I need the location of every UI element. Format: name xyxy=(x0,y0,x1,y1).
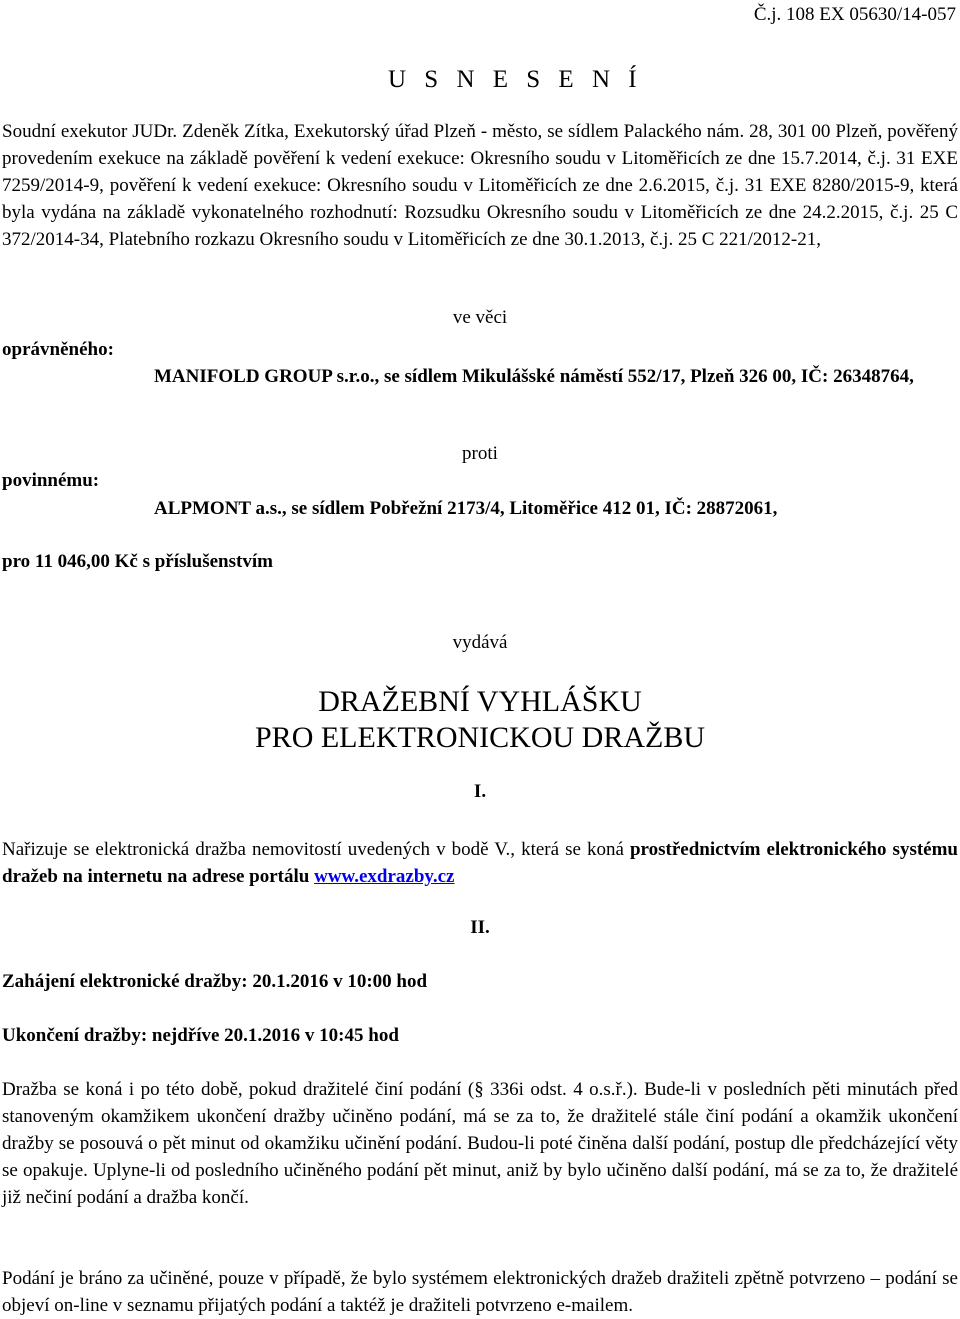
section-1-number: I. xyxy=(473,781,487,802)
proti-label: proti xyxy=(462,443,498,464)
section-1-bold: prostřednictvím elektronického systému dražeb na internetu na adrese portálu xyxy=(2,839,958,887)
opravneny-label: oprávněného: xyxy=(2,339,114,360)
povinny-name: ALPMONT a.s., se sídlem Pobřežní 2173/4, Litoměřice 412 01, IČ: 28872061, xyxy=(154,498,778,519)
section-1-text xyxy=(2,836,958,890)
section-2-number: II. xyxy=(470,917,490,938)
document-title: U S N E S E N Í xyxy=(388,66,643,93)
portal-link[interactable]: www.exdrazby.cz xyxy=(314,866,455,887)
auction-end: Ukončení dražby: nejdříve 20.1.2016 v 10:45 hod xyxy=(2,1025,399,1046)
case-reference-number: Č.j. 108 EX 05630/14-057 xyxy=(753,4,956,25)
auction-start: Zahájení elektronické dražby: 20.1.2016 v 10:00 hod xyxy=(2,971,428,992)
ve-veci-label: ve věci xyxy=(452,307,508,328)
section-2-paragraph-2: Podání je bráno za učiněné, pouze v případě, že bylo systémem elektronických dražeb dražiteli zpětně potvrzeno – podání se objeví on-line v seznamu přijatých podání a taktéž je dražiteli potvrzeno e-mailem. xyxy=(2,1268,958,1316)
main-heading xyxy=(0,684,960,756)
intro-paragraph: Soudní exekutor JUDr. Zdeněk Zítka, Exekutorský úřad Plzeň - město, se sídlem Palackého nám. 28, 301 00 Plzeň, pověřený provedením exekuce na základě pověření k vedení exekuce: Okresního soudu v Litoměřicích ze dne 15.7.2014, č.j. 31 EXE 7259/2014-9, pověření k vedení exekuce: Okresního soudu v Litoměřicích ze dne 2.6.2015, č.j. 31 EXE 8280/2015-9, která byla vydána na základě vykonatelného rozhodnutí: Rozsudku Okresního soudu v Litoměřicích ze dne 24.2.2015, č.j. 25 C 372/2014-34, Platebního rozkazu Okresního soudu v Litoměřicích ze dne 30.1.2013, č.j. 25 C 221/2012-21, xyxy=(2,121,958,250)
section-2-paragraph-1: Dražba se koná i po této době, pokud dražitelé činí podání (§ 336i odst. 4 o.s.ř.). Bude-li v posledních pěti minutách před stanoveným okamžikem ukončení dražby učiněno podání, má se za to, že dražitelé stále činí podání a okamžik ukončení dražby se posouvá o pět minut od okamžiku učinění podání. Budou-li poté činěna další podání, postup dle předcházející věty se opakuje. Uplyne-li od posledního učiněného podání pět minut, aniž by bylo učiněno další podání, má se za to, že dražitelé již nečiní podání a dražba končí. xyxy=(2,1079,958,1208)
claim-amount: pro 11 046,00 Kč s příslušenstvím xyxy=(2,551,273,572)
main-heading-line1: DRAŽEBNÍ VYHLÁŠKU xyxy=(318,685,642,718)
main-heading-line2: PRO ELEKTRONICKOU DRAŽBU xyxy=(255,721,705,754)
section-1-plain: Nařizuje se elektronická dražba nemovitostí uvedených v bodě V., která se koná xyxy=(2,839,630,860)
povinny-label: povinnému: xyxy=(2,470,100,491)
vydava-label: vydává xyxy=(452,632,508,653)
opravneny-name: MANIFOLD GROUP s.r.o., se sídlem Mikulášské náměstí 552/17, Plzeň 326 00, IČ: 26348764, xyxy=(154,366,914,387)
